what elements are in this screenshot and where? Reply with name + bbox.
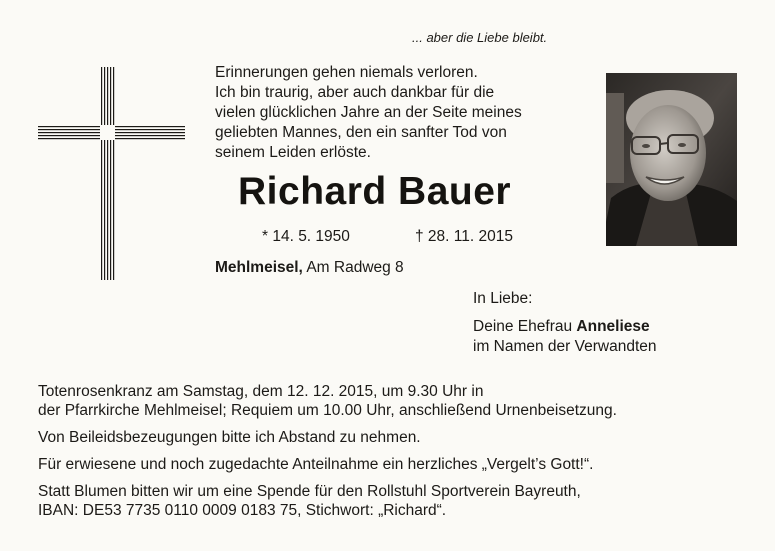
intro-verse: [215, 63, 522, 163]
intro-line: seinem Leiden erlöste.: [215, 144, 371, 161]
service-details: [38, 382, 617, 528]
donation-line: Statt Blumen bitten wir um eine Spende für den Rollstuhl Sportverein Bayreuth,: [38, 483, 581, 500]
deceased-name: Richard Bauer: [238, 170, 512, 213]
rosary-line: der Pfarrkirche Mehlmeisel; Requiem um 10.00 Uhr, anschließend Urnenbeisetzung.: [38, 402, 617, 419]
intro-line: Ich bin traurig, aber auch dankbar für die: [215, 84, 495, 101]
wife-prefix: Deine Ehefrau: [473, 318, 577, 335]
signoff-family: im Namen der Verwandten: [473, 338, 657, 355]
intro-line: vielen glücklichen Jahre an der Seite meines: [215, 104, 522, 121]
donation-paragraph: [38, 482, 617, 520]
thanks-note: Für erwiesene und noch zugedachte Anteilnahme ein herzliches „Vergelt’s Gott!“.: [38, 456, 594, 473]
donation-line: IBAN: DE53 7735 0110 0009 0183 75, Stichwort: „Richard“.: [38, 502, 447, 519]
condolences-note: Von Beileidsbezeugungen bitte ich Abstand zu nehmen.: [38, 429, 421, 446]
rosary-line: Totenrosenkranz am Samstag, dem 12. 12. 2015, um 9.30 Uhr in: [38, 383, 484, 400]
address-town: Mehlmeisel,: [215, 259, 303, 276]
address: [215, 259, 404, 277]
death-date: † 28. 11. 2015: [415, 228, 513, 245]
intro-line: geliebten Mannes, den ein sanfter Tod von: [215, 124, 507, 141]
cross-icon: [38, 67, 185, 280]
motto: ... aber die Liebe bleibt.: [412, 30, 548, 45]
address-street: Am Radweg 8: [302, 259, 404, 276]
signoff-wife: [473, 317, 657, 337]
intro-line: Erinnerungen gehen niemals verloren.: [215, 64, 478, 81]
signoff-heading: In Liebe:: [473, 290, 533, 307]
signoff: [473, 289, 657, 357]
wife-name: Anneliese: [576, 318, 650, 335]
birth-date: * 14. 5. 1950: [262, 228, 350, 245]
rosary-paragraph: [38, 382, 617, 420]
portrait-photo: [606, 73, 737, 246]
